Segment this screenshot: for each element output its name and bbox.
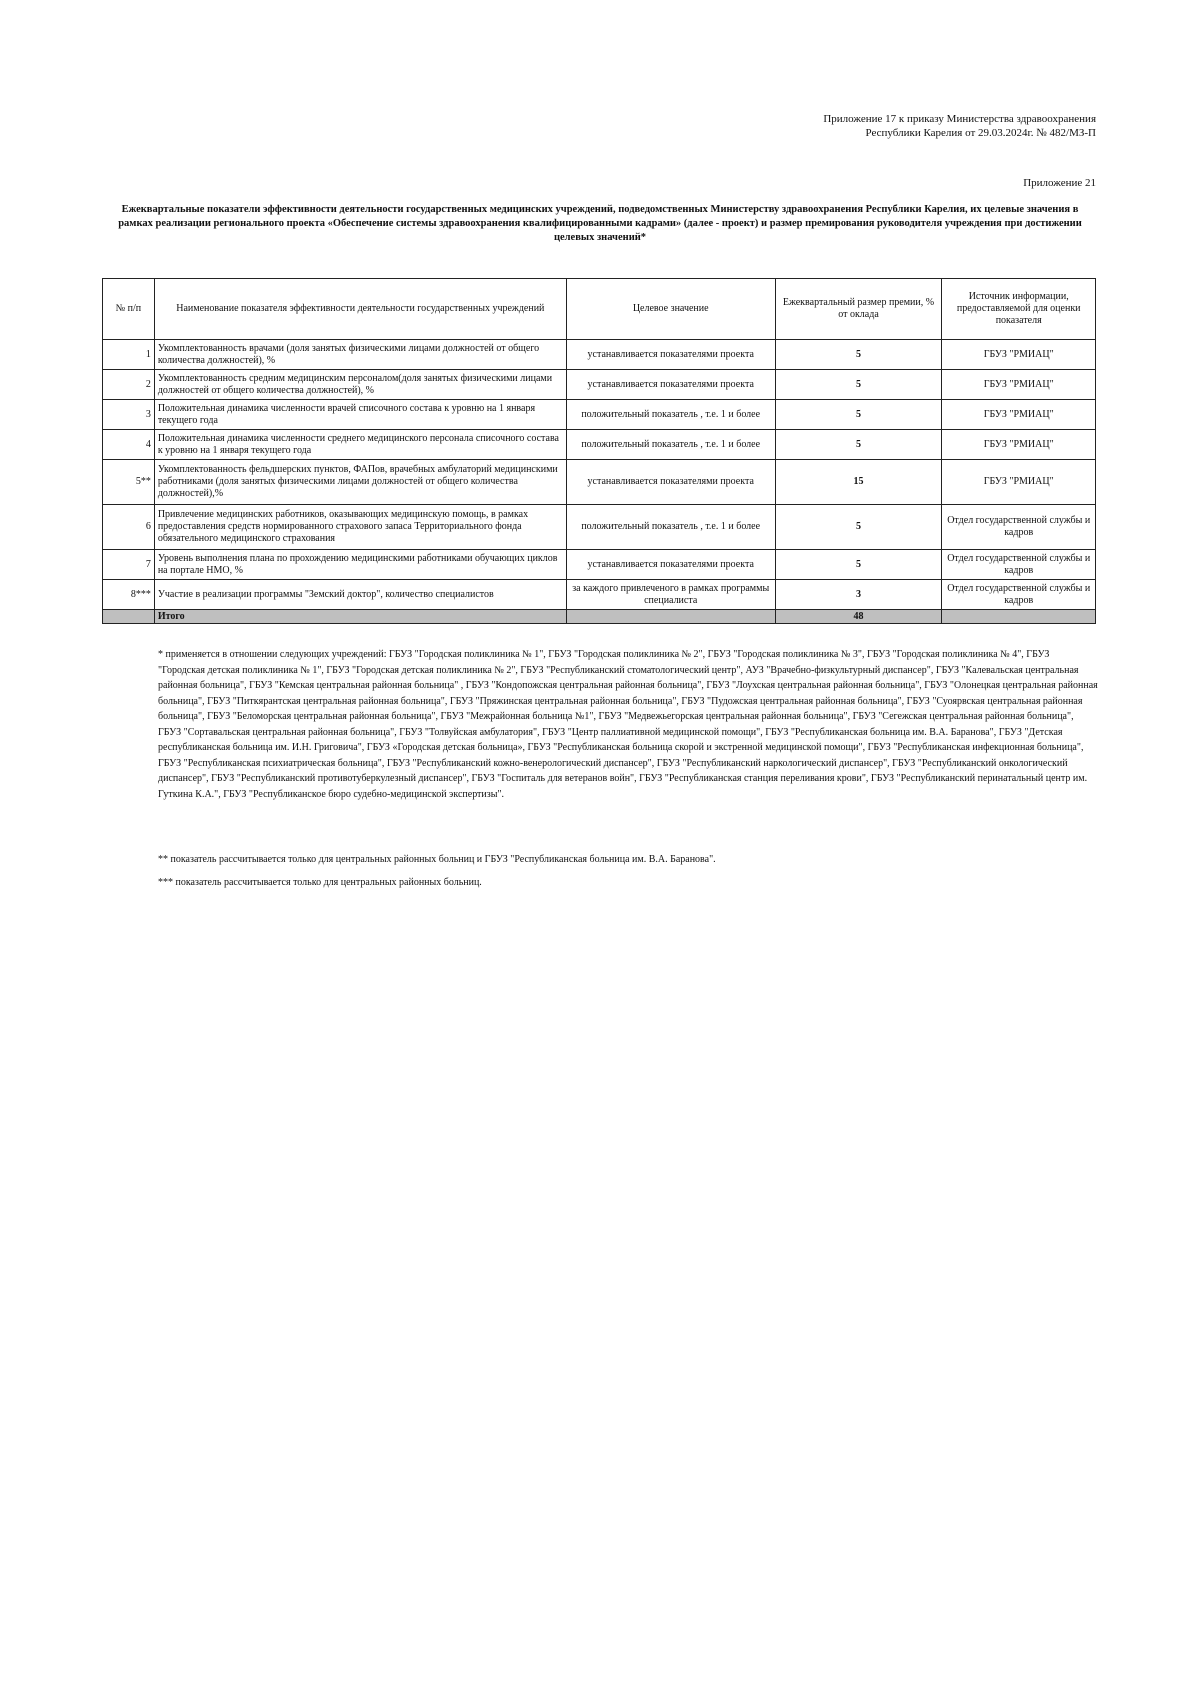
total-label: Итого: [154, 610, 566, 624]
cell-target: за каждого привлеченого в рамках программы специалиста: [566, 580, 775, 610]
cell-num: 2: [103, 370, 155, 400]
cell-name: Укомплектованность фельдшерских пунктов, ФАПов, врачебных амбулаторий медицинскими работниками (доля занятых физическими лицами должностей от общего количества должностей),%: [154, 460, 566, 505]
total-value: 48: [775, 610, 942, 624]
document-title: Ежеквартальные показатели эффективности деятельности государственных медицинских учреждений, подведомственных Министерству здравоохранения Республики Карелия, их целевые значения в рамках реализации регионального проекта «Обеспечение системы здравоохранения квалифицированными кадрами» (далее - проект) и размер премирования руководителя учреждения при достижении целевых значений*: [118, 204, 1082, 243]
cell-num: 5**: [103, 460, 155, 505]
cell-source: ГБУЗ "РМИАЦ": [942, 370, 1096, 400]
total-source-cell: [942, 610, 1096, 624]
table-row: [103, 460, 1096, 505]
header-target: Целевое значение: [566, 279, 775, 340]
header-num: № п/п: [103, 279, 155, 340]
cell-bonus: 5: [775, 370, 942, 400]
table-row: [103, 550, 1096, 580]
cell-target: устанавливается показателями проекта: [566, 550, 775, 580]
cell-target: положительный показатель , т.е. 1 и более: [566, 400, 775, 430]
total-num-cell: [103, 610, 155, 624]
cell-num: 1: [103, 340, 155, 370]
cell-target: устанавливается показателями проекта: [566, 460, 775, 505]
cell-num: 8***: [103, 580, 155, 610]
header-source: Источник информации, предоставляемой для оценки показателя: [942, 279, 1096, 340]
cell-target: устанавливается показателями проекта: [566, 370, 775, 400]
table-row: [103, 340, 1096, 370]
cell-bonus: 5: [775, 400, 942, 430]
table-total-row: [103, 610, 1096, 624]
footnote-double-star: ** показатель рассчитывается только для центральных районных больниц и ГБУЗ "Республиканская больница им. В.А. Баранова".: [158, 854, 716, 865]
total-target-cell: [566, 610, 775, 624]
table-row: [103, 430, 1096, 460]
header-bonus: Ежеквартальный размер премии, % от оклада: [775, 279, 942, 340]
cell-name: Положительная динамика численности врачей списочного состава к уровню на 1 января текущего года: [154, 400, 566, 430]
table-header-row: [103, 279, 1096, 340]
appendix-number: Приложение 21: [1023, 177, 1096, 189]
header-name: Наименование показателя эффективности деятельности государственных учреждений: [154, 279, 566, 340]
cell-bonus: 15: [775, 460, 942, 505]
cell-source: ГБУЗ "РМИАЦ": [942, 340, 1096, 370]
cell-bonus: 5: [775, 340, 942, 370]
cell-name: Привлечение медицинских работников, оказывающих медицинскую помощь, в рамках предоставления средств нормированного страхового запаса Территориального фонда обязательного медицинского страхования: [154, 505, 566, 550]
cell-bonus: 3: [775, 580, 942, 610]
cell-target: положительный показатель , т.е. 1 и более: [566, 505, 775, 550]
cell-name: Участие в реализации программы "Земский доктор", количество специалистов: [154, 580, 566, 610]
cell-source: Отдел государственной службы и кадров: [942, 550, 1096, 580]
cell-num: 4: [103, 430, 155, 460]
cell-source: ГБУЗ "РМИАЦ": [942, 460, 1096, 505]
table-row: [103, 580, 1096, 610]
cell-target: устанавливается показателями проекта: [566, 340, 775, 370]
cell-target: положительный показатель , т.е. 1 и более: [566, 430, 775, 460]
order-reference-line1: Приложение 17 к приказу Министерства здравоохранения: [823, 113, 1096, 125]
cell-num: 7: [103, 550, 155, 580]
footnote-triple-star: *** показатель рассчитывается только для центральных районных больниц.: [158, 877, 482, 888]
cell-num: 6: [103, 505, 155, 550]
cell-source: Отдел государственной службы и кадров: [942, 580, 1096, 610]
cell-bonus: 5: [775, 430, 942, 460]
cell-name: Укомплектованность средним медицинским персоналом(доля занятых физическими лицами должностей от общего количества должностей), %: [154, 370, 566, 400]
cell-num: 3: [103, 400, 155, 430]
cell-source: Отдел государственной службы и кадров: [942, 505, 1096, 550]
table-row: [103, 505, 1096, 550]
order-reference-line2: Республики Карелия от 29.03.2024г. № 482/МЗ-П: [865, 127, 1096, 139]
kpi-table: [102, 278, 1096, 624]
footnote-institutions: * применяется в отношении следующих учреждений: ГБУЗ "Городская поликлиника № 1", ГБУЗ "Городская поликлиника № 2", ГБУЗ "Городская поликлиника № 3", ГБУЗ "Городская поликлиника № 4", ГБУЗ "Городская детская поликлиника № 1", ГБУЗ "Городская детская поликлиника № 2", ГБУЗ "Республиканский стоматологический центр", АУЗ "Врачебно-физкультурный диспансер", ГБУЗ "Калевальская центральная районная больница", ГБУЗ "Кемская центральная районная больница" , ГБУЗ "Кондопожская центральная районная больница", ГБУЗ "Лоухская центральная районная больница", ГБУЗ "Олонецкая центральная районная больница", ГБУЗ "Питкярантская центральная районная больница", ГБУЗ "Пряжинская центральная районная больница", ГБУЗ "Пудожская центральная районная больница", ГБУЗ "Суоярвская центральная районная больница", ГБУЗ "Беломорская центральная районная больница", ГБУЗ "Межрайонная больница №1", ГБУЗ "Медвежьегорская центральная районная больница", ГБУЗ "Сегежская центральная районная больница", ГБУЗ "Сортавальская центральная районная больница", ГБУЗ "Толвуйская амбулатория", ГБУЗ "Центр паллиативной медицинской помощи", ГБУЗ "Республиканская больница им. В.А. Баранова", ГБУЗ "Детская республиканская больница им. И.Н. Григовича", ГБУЗ «Городская детская больница», ГБУЗ "Республиканская больница скорой и экстренной медицинской помощи", ГБУЗ "Республиканская инфекционная больница", ГБУЗ "Республиканская психиатрическая больница", ГБУЗ "Республиканский кожно-венерологический диспансер", ГБУЗ "Республиканский наркологический диспансер", ГБУЗ "Республиканский онкологический диспансер", ГБУЗ "Республиканский противотуберкулезный диспансер", ГБУЗ "Госпиталь для ветеранов войн", ГБУЗ "Республиканская станция переливания крови", ГБУЗ "Республиканский перинатальный центр им. Гуткина К.А.", ГБУЗ "Республиканское бюро судебно-медицинской экспертизы".: [158, 649, 1098, 800]
cell-name: Укомплектованность врачами (доля занятых физическими лицами должностей от общего количества должностей), %: [154, 340, 566, 370]
cell-bonus: 5: [775, 505, 942, 550]
cell-name: Положительная динамика численности среднего медицинского персонала списочного состава к уровню на 1 января текущего года: [154, 430, 566, 460]
table-row: [103, 370, 1096, 400]
cell-source: ГБУЗ "РМИАЦ": [942, 430, 1096, 460]
order-reference: [823, 112, 1096, 140]
cell-bonus: 5: [775, 550, 942, 580]
cell-name: Уровень выполнения плана по прохождению медицинскими работниками обучающих циклов на портале НМО, %: [154, 550, 566, 580]
cell-source: ГБУЗ "РМИАЦ": [942, 400, 1096, 430]
table-row: [103, 400, 1096, 430]
